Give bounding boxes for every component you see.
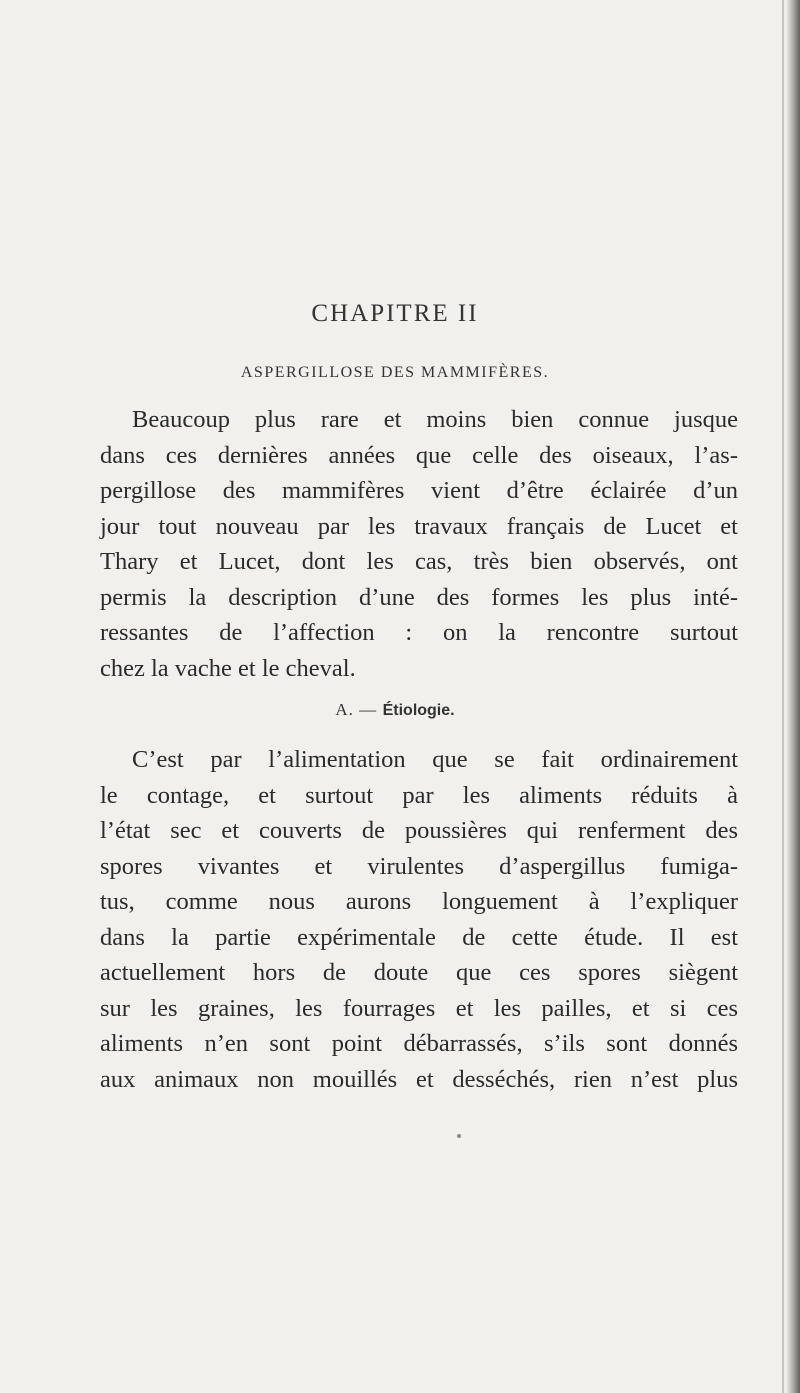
text-line: dans la partie expérimentale de cette étude. Il est (100, 923, 738, 951)
text-line: ressantes de l’affection : on la rencontre surtout (100, 619, 738, 646)
paragraph-intro (100, 402, 738, 686)
text-line: pergillose des mammifères vient d’être éclairée d’un (100, 477, 738, 504)
page-edge-line (782, 0, 784, 1393)
text-line: spores vivantes et virulentes d’aspergillus fumiga- (100, 852, 738, 880)
text-line: tus, comme nous aurons longuement à l’expliquer (100, 888, 738, 915)
page-edge-shadow (786, 0, 800, 1393)
text-line: actuellement hors de doute que ces spores siègent (100, 959, 738, 986)
text-line: l’état sec et couverts de poussières qui renferment des (100, 817, 738, 844)
text-line: chez la vache et le cheval. (100, 654, 356, 682)
text-line: C’est par l’alimentation que se fait ordinairement (132, 746, 738, 773)
text-line: aliments n’en sont point débarrassés, s’ils sont donnés (100, 1030, 738, 1057)
text-line: jour tout nouveau par les travaux français de Lucet et (100, 512, 738, 540)
text-line: dans ces dernières années que celle des oiseaux, l’as- (100, 441, 738, 469)
chapter-subtitle: ASPERGILLOSE DES MAMMIFÈRES. (240, 364, 550, 381)
text-line: le contage, et surtout par les aliments réduits à (100, 781, 738, 809)
section-letter: A. — (335, 700, 378, 719)
ink-speck (457, 1134, 461, 1138)
chapter-title: CHAPITRE II (311, 300, 479, 327)
section-name: Étiologie. (382, 702, 455, 719)
text-line: Beaucoup plus rare et moins bien connue jusque (132, 406, 738, 433)
text-line: Thary et Lucet, dont les cas, très bien observés, ont (100, 548, 738, 575)
text-line: aux animaux non mouillés et desséchés, rien n’est plus (100, 1065, 738, 1093)
text-line: permis la description d’une des formes les plus inté- (100, 583, 738, 611)
text-line: sur les graines, les fourrages et les pailles, et si ces (100, 994, 738, 1022)
section-heading-etiologie (0, 700, 790, 720)
paragraph-etiologie (100, 742, 738, 1097)
